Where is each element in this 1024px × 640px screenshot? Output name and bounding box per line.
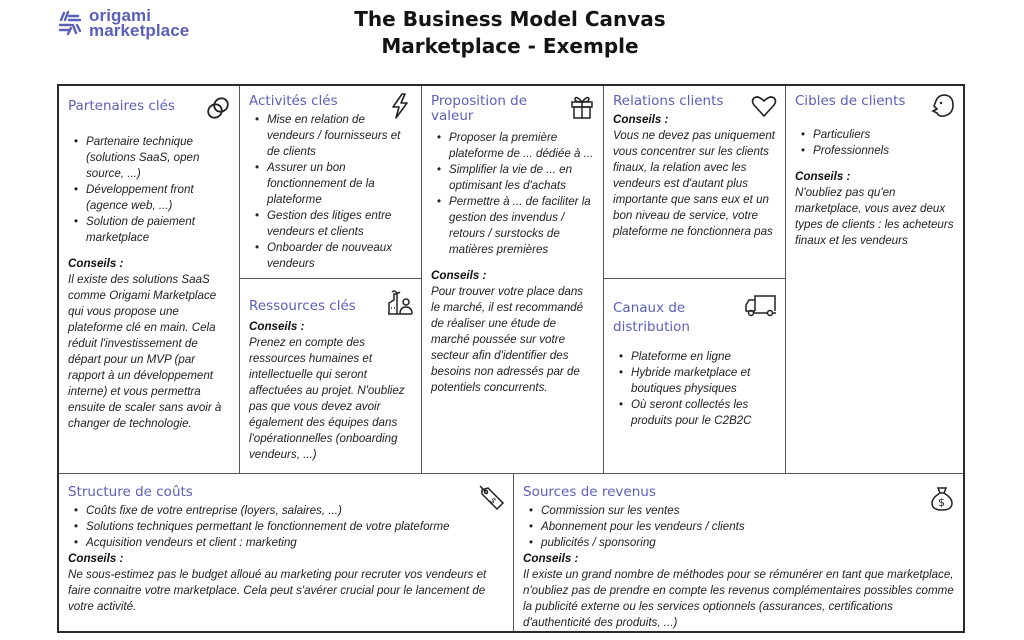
conseils-label: Conseils : bbox=[795, 170, 851, 183]
list-item: • Onboarder de nouveaux vendeurs bbox=[249, 240, 413, 272]
list-item: • Coûts fixe de votre entreprise (loyers, salaires, ...) bbox=[68, 503, 505, 519]
link-rings-icon bbox=[204, 94, 232, 122]
block-title: Sources de revenus bbox=[523, 484, 656, 500]
block-title: Cibles de clients bbox=[795, 93, 906, 109]
bullet-list bbox=[249, 112, 413, 272]
block-canaux-de-distribution bbox=[604, 279, 786, 474]
business-model-canvas bbox=[57, 84, 965, 633]
list-item: • Proposer la première plateforme de ... dédiée à ... bbox=[431, 130, 595, 162]
truck-icon bbox=[744, 291, 778, 319]
conseils-text: N'oubliez pas qu'en marketplace, vous avez deux types de clients : les acheteurs finaux et les vendeurs bbox=[795, 186, 954, 247]
list-item: • Assurer un bon fonctionnement de la plateforme bbox=[249, 160, 413, 208]
bullet-list bbox=[68, 134, 231, 246]
list-item: • Hybride marketplace et boutiques physiques bbox=[613, 365, 777, 397]
logo-line-2: marketplace bbox=[89, 21, 190, 40]
conseils-text: Vous ne devez pas uniquement vous concentrer sur les clients finaux, la relation avec les vendeurs est d'autant plus importante que sans eux et un bon niveau de service, votre plateforme ne fonctionnera pas bbox=[613, 129, 775, 238]
bullet-list bbox=[613, 349, 777, 429]
origami-logo-icon bbox=[57, 10, 83, 36]
conseils-label: Conseils : bbox=[523, 552, 579, 565]
block-relations-clients bbox=[604, 86, 786, 279]
block-ressources-cles bbox=[240, 279, 422, 474]
list-item: • Solution de paiement marketplace bbox=[68, 214, 231, 246]
block-partenaires-cles bbox=[59, 86, 240, 474]
block-proposition-de-valeur bbox=[422, 86, 604, 474]
block-title: Structure de coûts bbox=[68, 484, 193, 500]
block-title: Relations clients bbox=[613, 93, 724, 109]
block-title: Ressources clés bbox=[249, 298, 356, 314]
conseils-label: Conseils : bbox=[249, 320, 305, 333]
block-sources-de-revenus bbox=[514, 474, 963, 631]
conseils-label: Conseils : bbox=[68, 257, 124, 270]
origami-logo bbox=[57, 8, 189, 38]
block-title: Proposition de valeur bbox=[431, 93, 528, 124]
list-item: • Partenaire technique (solutions SaaS, open source, ...) bbox=[68, 134, 231, 182]
block-cibles-de-clients bbox=[786, 86, 963, 474]
block-structure-de-couts bbox=[59, 474, 514, 631]
list-item: • Solutions techniques permettant le fonctionnement de votre plateforme bbox=[68, 519, 505, 535]
list-item: • Acquisition vendeurs et client : marketing bbox=[68, 535, 505, 551]
list-item: • Abonnement pour les vendeurs / clients bbox=[523, 519, 955, 535]
list-item: • Plateforme en ligne bbox=[613, 349, 777, 365]
list-item: • Où seront collectés les produits pour le C2B2C bbox=[613, 397, 777, 429]
list-item: • Professionnels bbox=[795, 143, 955, 159]
conseils-text: Prenez en compte des ressources humaines et intellectuelle qui seront affectuées au projet. N'oubliez pas que vous devez avoir également des équipes dans l'opérationnelles (onboarding vendeurs, ...) bbox=[249, 336, 405, 461]
bullet-list bbox=[68, 503, 505, 551]
list-item: • Développement front (agence web, ...) bbox=[68, 182, 231, 214]
svg-text:$: $ bbox=[488, 495, 499, 506]
logo-line-1: origami bbox=[89, 6, 152, 25]
svg-text:$: $ bbox=[938, 496, 945, 509]
bullet-list bbox=[523, 503, 955, 551]
list-item: • Simplifier la vie de ... en optimisant les d'achats bbox=[431, 162, 595, 194]
list-item: • Gestion des litiges entre vendeurs et clients bbox=[249, 208, 413, 240]
list-item: • Permettre à ... de faciliter la gestion des invendus / retours / surstocks de matières premières bbox=[431, 194, 595, 258]
conseils-label: Conseils : bbox=[431, 269, 487, 282]
page-title bbox=[340, 6, 680, 60]
block-title: Activités clés bbox=[249, 93, 338, 109]
bullet-list bbox=[431, 130, 595, 258]
block-activites-cles bbox=[240, 86, 422, 279]
conseils-label: Conseils : bbox=[68, 552, 124, 565]
conseils-label: Conseils : bbox=[613, 113, 669, 126]
bullet-list bbox=[795, 127, 955, 159]
list-item: • Mise en relation de vendeurs / fournisseurs et de clients bbox=[249, 112, 413, 160]
conseils-text: Il existe des solutions SaaS comme Origami Marketplace qui vous propose une plateforme clé en main. Cela réduit l'investissement de départ pour un MVP (par rapport à un développement interne) et vous permettra ensuite de scaler sans avoir à changer de technologie. bbox=[68, 273, 222, 430]
conseils-text: Il existe un grand nombre de méthodes pour se rémunérer en tant que marketplace, n'oubliez pas de prendre en compte les revenus complémentaires possibles comme la publicité externe ou les services optionnels (assurances, certifications d'authenticité des produits, ...) bbox=[523, 568, 954, 629]
face-icon bbox=[928, 92, 956, 120]
logo-text bbox=[89, 8, 189, 38]
list-item: • Commission sur les ventes bbox=[523, 503, 955, 519]
heart-icon bbox=[750, 92, 778, 120]
block-title: Partenaires clés bbox=[68, 98, 175, 114]
title-line-1: The Business Model Canvas bbox=[354, 7, 666, 31]
conseils-text: Ne sous-estimez pas le budget alloué au marketing pour recruter vos vendeurs et faire connaitre votre marketplace. Cela peut s'avérer crucial pour le lancement de votre activité. bbox=[68, 568, 487, 613]
factory-person-icon bbox=[386, 289, 414, 317]
conseils-text: Pour trouver votre place dans le marché, il est recommandé de réaliser une étude de marché poussée sur votre secteur afin d'identifier des besoins non adressés par de potentiels concurrents. bbox=[431, 285, 584, 394]
title-line-2: Marketplace - Exemple bbox=[381, 34, 639, 58]
block-title: Canaux de distribution bbox=[613, 300, 690, 335]
list-item: • Particuliers bbox=[795, 127, 955, 143]
gift-icon bbox=[568, 92, 596, 120]
list-item: • publicités / sponsoring bbox=[523, 535, 955, 551]
